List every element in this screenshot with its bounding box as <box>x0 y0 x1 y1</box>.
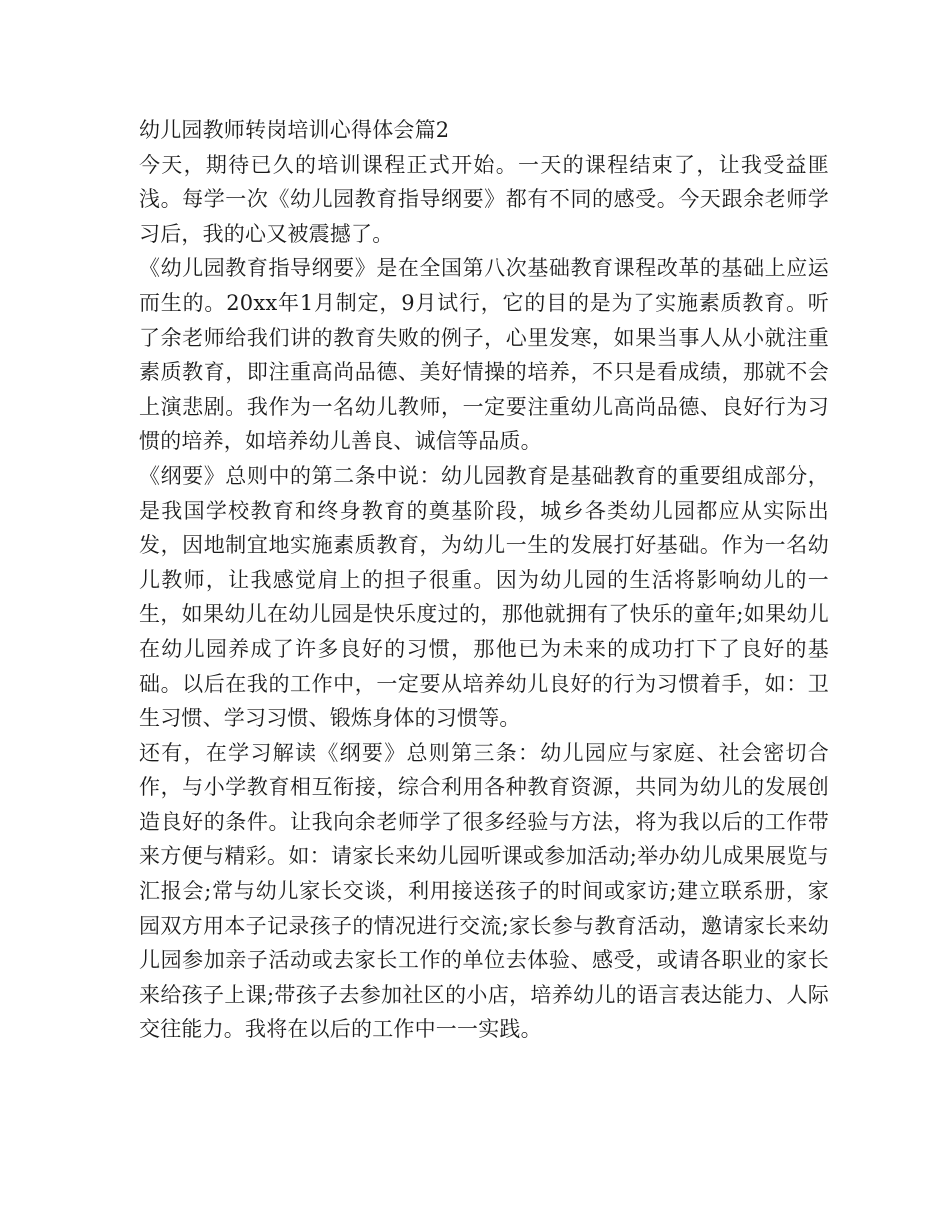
paragraph-3: 《纲要》总则中的第二条中说：幼儿园教育是基础教育的重要组成部分，是我国学校教育和终身教育的奠基阶段，城乡各类幼儿园都应从实际出发，因地制宜地实施素质教育，为幼儿一生的发展打好基础。作为一名幼儿教师，让我感觉肩上的担子很重。因为幼儿园的生活将影响幼儿的一生，如果幼儿在幼儿园是快乐度过的，那他就拥有了快乐的童年;如果幼儿在幼儿园养成了许多良好的习惯，那他已为未来的成功打下了良好的基础。以后在我的工作中，一定要从培养幼儿良好的行为习惯着手，如：卫生习惯、学习习惯、锻炼身体的习惯等。 <box>139 463 829 731</box>
paragraph-2: 《幼儿园教育指导纲要》是在全国第八次基础教育课程改革的基础上应运而生的。20xx年1月制定，9月试行，它的目的是为了实施素质教育。听了余老师给我们讲的教育失败的例子，心里发寒，如果当事人从小就注重素质教育，即注重高尚品德、美好情操的培养，不只是看成绩，那就不会上演悲剧。我作为一名幼儿教师，一定要注重幼儿高尚品德、良好行为习惯的培养，如培养幼儿善良、诚信等品质。 <box>139 256 829 454</box>
document-body <box>139 113 829 1047</box>
paragraph-1: 今天，期待已久的培训课程正式开始。一天的课程结束了，让我受益匪浅。每学一次《幼儿园教育指导纲要》都有不同的感受。今天跟余老师学习后，我的心又被震撼了。 <box>139 152 829 246</box>
document-title: 幼儿园教师转岗培训心得体会篇2 <box>139 118 450 142</box>
paragraph-4: 还有，在学习解读《纲要》总则第三条：幼儿园应与家庭、社会密切合作，与小学教育相互衔接，综合利用各种教育资源，共同为幼儿的发展创造良好的条件。让我向余老师学了很多经验与方法，将为我以后的工作带来方便与精彩。如：请家长来幼儿园听课或参加活动;举办幼儿成果展览与汇报会;常与幼儿家长交谈，利用接送孩子的时间或家访;建立联系册，家园双方用本子记录孩子的情况进行交流;家长参与教育活动，邀请家长来幼儿园参加亲子活动或去家长工作的单位去体验、感受，或请各职业的家长来给孩子上课;带孩子去参加社区的小店，培养幼儿的语言表达能力、人际交往能力。我将在以后的工作中一一实践。 <box>139 740 829 1042</box>
